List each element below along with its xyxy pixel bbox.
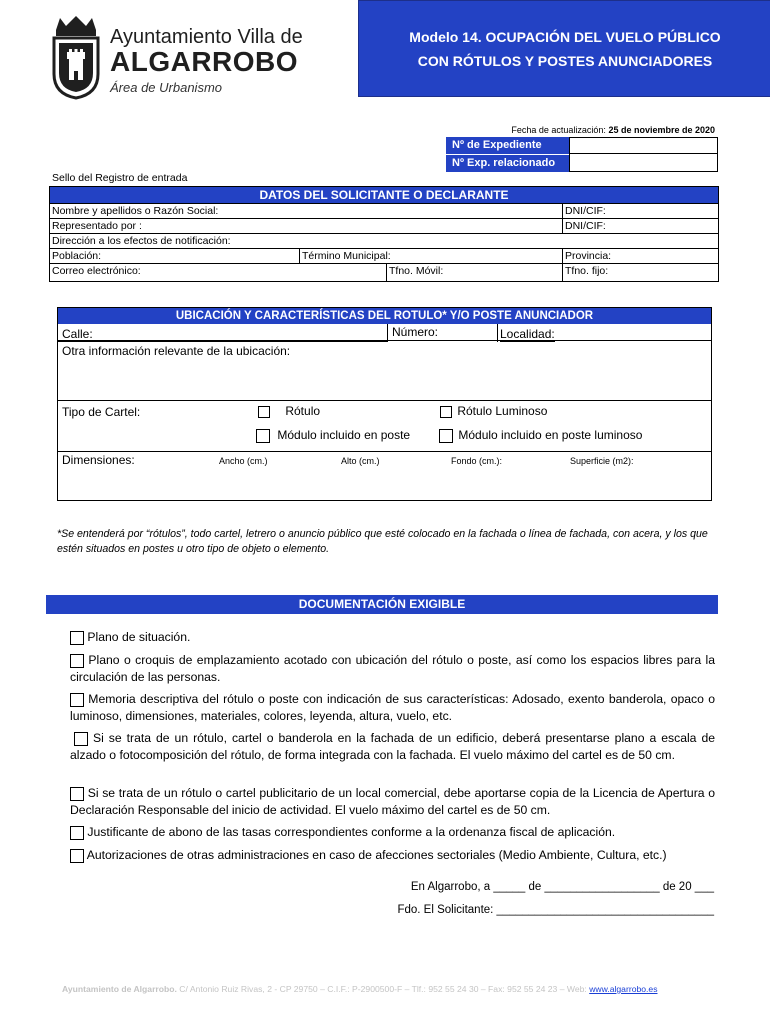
alto-label[interactable]: Alto (cm.) — [341, 456, 380, 466]
dni-field-1[interactable]: DNI/CIF: — [562, 203, 718, 219]
fondo-label[interactable]: Fondo (cm.): — [451, 456, 503, 466]
doc-item-text-7: Autorizaciones de otras administraciones en caso de afecciones sectoriales (Medio Ambiente, Cultura, etc.) — [86, 848, 667, 862]
rotulo-luminoso-label: Rótulo Luminoso — [457, 404, 548, 418]
exp-relacionado-label: Nº Exp. relacionado — [446, 155, 569, 172]
doc-item-3 — [70, 691, 715, 725]
expediente-input[interactable] — [569, 137, 718, 154]
page-footer — [62, 984, 722, 994]
expediente-label: Nº de Expediente — [446, 137, 569, 154]
doc-checkbox-1[interactable] — [70, 631, 84, 645]
solicitante-title: DATOS DEL SOLICITANTE O DECLARANTE — [50, 187, 718, 203]
address-field[interactable]: Dirección a los efectos de notificación: — [50, 233, 718, 249]
rotulo-footnote: *Se entenderá por “rótulos”, todo cartel, letrero o anuncio público que esté colocado en la fachada o línea de fachada, con acera, y los que estén situados en postes u otro tipo de objeto o elemento. — [57, 528, 708, 555]
tipo-cartel-row — [58, 400, 711, 452]
signature-line[interactable]: Fdo. El Solicitante: __________________________________ — [397, 904, 714, 916]
superficie-label[interactable]: Superficie (m2): — [570, 456, 634, 466]
localidad-label: Localidad: — [500, 327, 555, 341]
ubicacion-title: UBICACIÓN Y CARACTERÍSTICAS DEL ROTULO* Y/O POSTE ANUNCIADOR — [58, 308, 711, 324]
doc-checkbox-3[interactable] — [70, 693, 84, 707]
poblacion-field[interactable]: Población: — [50, 248, 300, 264]
modulo-checkbox[interactable] — [256, 429, 270, 443]
expediente-table — [446, 137, 718, 172]
crest-logo — [50, 14, 102, 100]
doc-item-text-2: Plano o croquis de emplazamiento acotado con ubicación del rótulo o poste, así como los espacios libres para la circulación de las personas. — [70, 653, 715, 684]
doc-item-text-3: Memoria descriptiva del rótulo o poste con indicación de sus características: Adosado, exento banderola, opaco o luminoso, dimensiones, materiales, colores, leyenda, altura, vuelo, etc. — [70, 692, 715, 723]
mobile-field[interactable]: Tfno. Móvil: — [386, 263, 563, 281]
solicitante-section — [49, 186, 719, 282]
otra-info-label: Otra información relevante de la ubicación: — [62, 344, 291, 358]
exp-relacionado-input[interactable] — [569, 154, 718, 172]
update-date — [505, 125, 715, 135]
model-title-box — [358, 0, 770, 97]
modulo-luminoso-label: Módulo incluido en poste luminoso — [458, 428, 643, 442]
rotulo-label: Rótulo — [285, 404, 321, 418]
footer-info: C/ Antonio Ruiz Rivas, 2 - CP 29750 – C.I.F.: P-2900500-F – Tlf.: 952 55 24 30 – Fax: 952 55 24 23 – Web: — [176, 984, 590, 994]
rotulo-luminoso-checkbox[interactable] — [440, 406, 452, 418]
dimensiones-label: Dimensiones: — [62, 453, 135, 467]
phone-field[interactable]: Tfno. fijo: — [562, 263, 718, 281]
model-title-line1: Modelo 14. OCUPACIÓN DEL VUELO PÚBLICO — [409, 29, 721, 45]
documentacion-title: DOCUMENTACIÓN EXIGIBLE — [46, 595, 718, 614]
footer-web-link[interactable]: www.algarrobo.es — [589, 984, 658, 994]
ubicacion-section — [57, 307, 712, 501]
doc-item-6 — [70, 824, 715, 841]
org-name-line2: ALGARROBO — [110, 46, 299, 77]
doc-item-text-6: Justificante de abono de las tasas correspondientes conforme a la ordenanza fiscal de aplicación. — [87, 825, 616, 839]
doc-item-text-1: Plano de situación. — [87, 630, 191, 644]
signature-place-date[interactable]: En Algarrobo, a _____ de __________________ de 20 ___ — [410, 881, 714, 893]
doc-item-text-5: Si se trata de un rótulo o cartel publicitario de un local comercial, debe aportarse copia de la Licencia de Apertura o Declaración Responsable del inicio de actividad. El vuelo máximo del cartel es de 50 cm. — [70, 786, 715, 817]
dimensiones-row — [58, 452, 711, 500]
calle-label: Calle: — [62, 327, 93, 341]
doc-checkbox-4[interactable] — [74, 732, 88, 746]
representado-field[interactable]: Representado por : — [50, 218, 563, 234]
update-label: Fecha de actualización: — [511, 125, 606, 135]
email-field[interactable]: Correo electrónico: — [50, 263, 387, 281]
tipo-cartel-label: Tipo de Cartel: — [62, 405, 141, 419]
doc-item-4 — [70, 730, 715, 764]
doc-item-7 — [70, 847, 715, 864]
rotulo-luminoso-option[interactable] — [440, 404, 547, 418]
footer-org: Ayuntamiento de Algarrobo. — [62, 984, 177, 994]
org-name-line1: Ayuntamiento Villa de — [110, 26, 303, 48]
doc-checkbox-2[interactable] — [70, 654, 84, 668]
modulo-option[interactable] — [256, 428, 410, 443]
doc-checkbox-5[interactable] — [70, 787, 84, 801]
update-value: 25 de noviembre de 2020 — [608, 125, 715, 135]
doc-item-1 — [70, 629, 715, 646]
doc-item-text-4: Si se trata de un rótulo, cartel o banderola en la fachada de un edificio, deberá presentarse plano a escala de alzado o fotocomposición del rótulo, de forma integrada con la fachada. El vuelo máximo del cartel es de 50 cm. — [70, 731, 715, 762]
doc-checkbox-7[interactable] — [70, 849, 84, 863]
org-department: Área de Urbanismo — [110, 80, 222, 95]
modulo-luminoso-checkbox[interactable] — [439, 429, 453, 443]
rotulo-option[interactable] — [258, 404, 320, 418]
model-title-line2: CON RÓTULOS Y POSTES ANUNCIADORES — [417, 53, 713, 69]
modulo-label: Módulo incluido en poste — [277, 428, 411, 442]
otra-info-field[interactable] — [58, 340, 711, 401]
rotulo-checkbox[interactable] — [258, 406, 270, 418]
stamp-label: Sello del Registro de entrada — [52, 172, 188, 184]
ancho-label[interactable]: Ancho (cm.) — [219, 456, 268, 466]
name-field[interactable]: Nombre y apellidos o Razón Social: — [50, 203, 563, 219]
numero-label: Número: — [392, 325, 439, 339]
dni-field-2[interactable]: DNI/CIF: — [562, 218, 718, 234]
provincia-field[interactable]: Provincia: — [562, 248, 718, 264]
doc-item-5 — [70, 785, 715, 819]
modulo-luminoso-option[interactable] — [439, 428, 642, 443]
doc-checkbox-6[interactable] — [70, 826, 84, 840]
doc-item-2 — [70, 652, 715, 686]
termino-field[interactable]: Término Municipal: — [299, 248, 563, 264]
